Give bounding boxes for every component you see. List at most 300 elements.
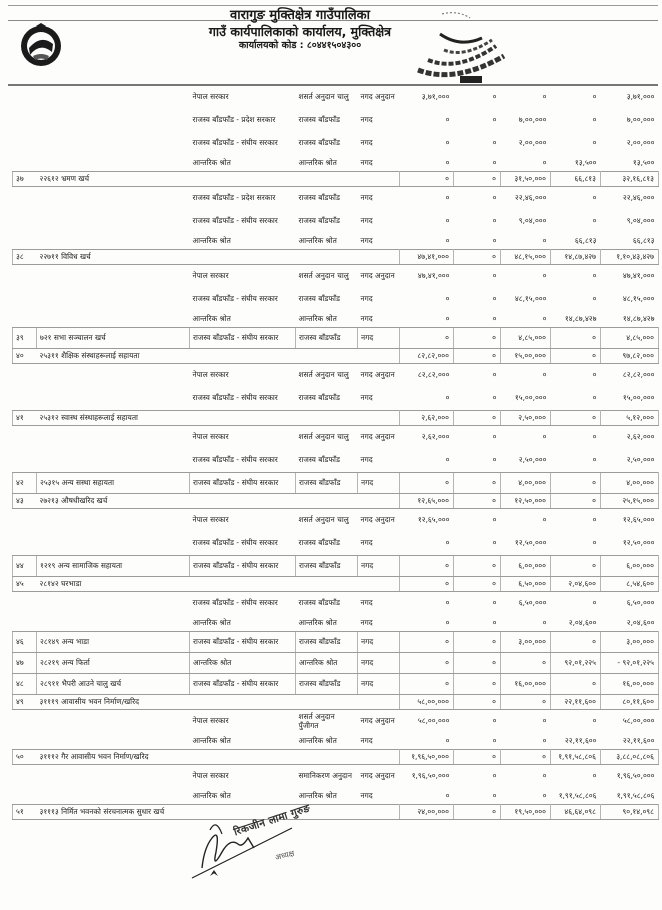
funding-source: नेपाल सरकार (192, 271, 229, 281)
empty-cell (37, 733, 190, 750)
budget-head-title: २५३११ शैक्षिक संस्थाहरूलाई सहायता (37, 349, 358, 364)
empty-cell (13, 132, 37, 155)
office-code: कार्यालयको कोड : ८०४४१५०४३०० (238, 40, 362, 51)
payment-mode: नगद (360, 598, 373, 608)
empty-cell (37, 311, 190, 328)
budget-head-title: २८१४२ घरभाडा (37, 577, 358, 592)
serial-number: ४२ (13, 473, 37, 494)
empty-cell (358, 250, 400, 265)
payment-mode: नगद (358, 674, 400, 695)
payment-mode: नगद अनुदान (360, 515, 395, 525)
amount-v1: ० (400, 172, 454, 187)
payment-mode: नगद अनुदान (360, 271, 395, 281)
funding-source-row (13, 426, 659, 450)
amount-v3: ० (501, 695, 551, 710)
empty-cell (13, 210, 37, 233)
payment-mode: नगद अनुदान (360, 432, 395, 442)
amount-v2: ० (492, 716, 497, 726)
budget-head-title: २२७११ विविध खर्च (37, 250, 358, 265)
funding-source: आन्तरिक श्रोत (192, 235, 231, 245)
amount-v3: ० (542, 370, 547, 380)
amount-v2: ० (454, 556, 501, 577)
amount-v3: १५,००,००० (514, 393, 547, 403)
serial-number: ३७ (13, 172, 37, 187)
budget-single-row (13, 632, 659, 653)
funding-source-row (13, 710, 659, 734)
empty-cell (13, 86, 37, 109)
amount-v4: ६६,८१३ (574, 235, 597, 245)
budget-head-row (13, 172, 659, 187)
budget-head-title: १२१९ अन्य सामाजिक सहायता (37, 556, 190, 577)
amount-v1: ० (445, 598, 450, 608)
funding-source: आन्तरिक श्रोत (192, 313, 231, 323)
amount-v2: ० (454, 805, 501, 820)
amount-v2: ० (454, 328, 501, 349)
grant-type: शसर्त अनुदान चालु (298, 92, 349, 102)
serial-number: ३९ (13, 328, 37, 349)
amount-v4: ० (551, 674, 601, 695)
budget-single-row (13, 653, 659, 674)
funding-source: राजस्व बाँडफाँड - संघीय सरकार (192, 538, 278, 548)
amount-v3: ३१,५०,००० (501, 172, 551, 187)
amount-v1: ४७,४१,००० (417, 271, 450, 281)
empty-cell (358, 577, 400, 592)
serial-number: ४९ (13, 695, 37, 710)
amount-v4: ० (592, 370, 597, 380)
budget-head-title: २८९११ भैपरी आउने चालु खर्च (37, 674, 190, 695)
grant-type: राजस्व बाँडफाँड (296, 473, 358, 494)
budget-head-title: ३१११३ निर्मित भवनको संरचनात्मक सुधार खर्च (37, 805, 358, 820)
amount-total: १५,००,००० (622, 393, 655, 403)
grant-type: राजस्व बाँडफाँड (298, 193, 340, 203)
amount-v1: ० (445, 157, 450, 167)
funding-source: नेपाल सरकार (192, 370, 229, 380)
payment-mode: नगद (360, 790, 373, 800)
empty-cell (37, 426, 190, 450)
funding-source-row (13, 765, 659, 789)
payment-mode: नगद (358, 556, 400, 577)
payment-mode: नगद (358, 632, 400, 653)
amount-v3: २,५०,००० (518, 455, 547, 465)
grant-type: शसर्त अनुदान चालु (298, 271, 349, 281)
empty-cell (37, 288, 190, 311)
amount-v2: ० (492, 313, 497, 323)
amount-v4: ० (592, 598, 597, 608)
payment-mode: नगद (360, 617, 373, 627)
amount-v4: ६६,८१३ (551, 172, 601, 187)
amount-total: १६,००,००० (601, 674, 659, 695)
amount-total: २५,१५,००० (601, 494, 659, 509)
amount-v3: ७,००,००० (518, 115, 547, 125)
amount-v1: २,६२,००० (421, 432, 450, 442)
budget-single-row (13, 328, 659, 349)
funding-source-row (13, 288, 659, 311)
amount-v3: ० (542, 235, 547, 245)
grant-type: राजस्व बाँडफाँड (298, 455, 340, 465)
amount-v1: २,६२,००० (400, 411, 454, 426)
amount-total: २,०४,६०० (626, 617, 655, 627)
budget-single-row (13, 556, 659, 577)
amount-v3: ४,००,००० (501, 473, 551, 494)
top-rule (8, 5, 658, 6)
amount-v2: ० (492, 393, 497, 403)
amount-v2: ० (492, 138, 497, 148)
amount-v2: ० (492, 216, 497, 226)
serial-number: ४७ (13, 653, 37, 674)
empty-cell (13, 788, 37, 805)
amount-v4: ० (592, 294, 597, 304)
amount-total: ८०,११,६०० (601, 695, 659, 710)
empty-cell (13, 155, 37, 172)
amount-v2: ० (492, 617, 497, 627)
budget-head-title: २८२१९ अन्य फिर्ता (37, 653, 190, 674)
amount-total: १,१०,४३,४२७ (601, 250, 659, 265)
budget-head-title: २५३१५ अन्य सस्था सहायता (37, 473, 190, 494)
empty-cell (37, 210, 190, 233)
amount-total: २,००,००० (626, 138, 655, 148)
funding-source-row (13, 311, 659, 328)
empty-cell (358, 349, 400, 364)
amount-total: ३,७१,००० (626, 92, 655, 102)
amount-v3: १२,५०,००० (501, 494, 551, 509)
amount-total: १,९६,५०,००० (616, 771, 655, 781)
empty-cell (37, 710, 190, 734)
grant-type: शसर्त अनुदान चालु (298, 370, 349, 380)
amount-v3: ० (501, 653, 551, 674)
empty-cell (37, 592, 190, 616)
grant-type: राजस्व बाँडफाँड (298, 294, 340, 304)
empty-cell (358, 805, 400, 820)
amount-v1: ५८,००,००० (400, 695, 454, 710)
serial-number: ४८ (13, 674, 37, 695)
amount-v2: ० (492, 115, 497, 125)
funding-source: राजस्व बाँडफाँड - प्रदेश सरकार (192, 115, 276, 125)
amount-v3: ० (542, 716, 547, 726)
amount-v4: ० (592, 515, 597, 525)
funding-source-row (13, 265, 659, 289)
empty-cell (37, 155, 190, 172)
funding-source-row (13, 86, 659, 109)
amount-v1: ० (445, 294, 450, 304)
amount-v4: १,९१,५८,८०६ (558, 790, 597, 800)
amount-v1: १२,६५,००० (417, 515, 450, 525)
empty-cell (37, 233, 190, 250)
amount-v2: ० (454, 411, 501, 426)
amount-v3: २,००,००० (518, 138, 547, 148)
amount-v1: ० (445, 790, 450, 800)
budget-head-title: ३१११९ आवासीय भवन निर्माण/खरिद (37, 695, 358, 710)
amount-total: ४,००,००० (601, 473, 659, 494)
empty-cell (37, 765, 190, 789)
empty-cell (13, 187, 37, 211)
funding-source-row (13, 109, 659, 132)
amount-v3: ० (542, 157, 547, 167)
amount-total: २२,११,६०० (622, 735, 655, 745)
amount-v1: ० (445, 313, 450, 323)
budget-head-title: २५३१२ स्वास्थ संस्थाहरूलाई सहायता (37, 411, 358, 426)
amount-total: १३,५०० (632, 157, 655, 167)
amount-v3: ० (542, 735, 547, 745)
funding-source: राजस्व बाँडफाँड - संघीय सरकार (190, 473, 296, 494)
amount-total: ३,००,००० (601, 632, 659, 653)
amount-v3: ४८,१५,००० (501, 250, 551, 265)
serial-number: ४४ (13, 556, 37, 577)
amount-total: ४,८५,००० (601, 328, 659, 349)
amount-total: २,६२,००० (626, 432, 655, 442)
amount-total: ३२,१६,८१३ (601, 172, 659, 187)
funding-source: आन्तरिक श्रोत (192, 157, 231, 167)
empty-cell (13, 449, 37, 473)
payment-mode: नगद (360, 115, 373, 125)
funding-source-row (13, 387, 659, 411)
signatory-title: अध्यक्ष (274, 848, 296, 863)
serial-number: ४३ (13, 494, 37, 509)
serial-number: ४६ (13, 632, 37, 653)
serial-number: ४० (13, 349, 37, 364)
funding-source-row (13, 509, 659, 533)
amount-v4: ० (592, 393, 597, 403)
empty-cell (37, 449, 190, 473)
budget-head-row (13, 750, 659, 765)
amount-v2: ० (492, 598, 497, 608)
amount-total: ६,००,००० (601, 556, 659, 577)
amount-total: २,५०,००० (626, 455, 655, 465)
amount-v4: ० (592, 771, 597, 781)
amount-v3: ० (542, 515, 547, 525)
funding-source: राजस्व बाँडफाँड - प्रदेश सरकार (192, 193, 276, 203)
amount-v1: २४,००,००० (400, 805, 454, 820)
empty-cell (13, 265, 37, 289)
amount-v2: ० (454, 494, 501, 509)
budget-head-row (13, 349, 659, 364)
amount-v1: १२,६५,००० (400, 494, 454, 509)
amount-v3: ६,००,००० (501, 556, 551, 577)
funding-source-row (13, 532, 659, 556)
empty-cell (13, 710, 37, 734)
funding-source: राजस्व बाँडफाँड - संघीय सरकार (192, 393, 278, 403)
amount-v4: ० (592, 193, 597, 203)
municipality-name: वारागुङ मुक्तिक्षेत्र गाउँपालिका (229, 8, 371, 23)
payment-mode: नगद अनुदान (360, 716, 395, 726)
funding-source-row (13, 592, 659, 616)
funding-source-row (13, 449, 659, 473)
funding-source-row (13, 132, 659, 155)
empty-cell (37, 86, 190, 109)
empty-cell (37, 265, 190, 289)
grant-type: राजस्व बाँडफाँड (296, 674, 358, 695)
empty-cell (13, 311, 37, 328)
empty-cell (13, 509, 37, 533)
funding-source: राजस्व बाँडफाँड - संघीय सरकार (192, 216, 278, 226)
amount-v3: १५,००,००० (501, 349, 551, 364)
amount-v3: ० (501, 750, 551, 765)
amount-v4: ० (592, 138, 597, 148)
payment-mode: नगद (360, 393, 373, 403)
empty-cell (37, 615, 190, 632)
funding-source: राजस्व बाँडफाँड - संघीय सरकार (192, 455, 278, 465)
payment-mode: नगद (360, 538, 373, 548)
amount-v1: ० (400, 577, 454, 592)
amount-v1: ० (445, 193, 450, 203)
amount-v3: ० (542, 313, 547, 323)
amount-v3: ० (542, 617, 547, 627)
empty-cell (37, 387, 190, 411)
budget-head-title: २२६१२ भ्रमण खर्च (37, 172, 358, 187)
funding-source-row (13, 364, 659, 388)
amount-v3: १९,५०,००० (501, 805, 551, 820)
amount-v4: ० (592, 432, 597, 442)
amount-v2: ० (492, 515, 497, 525)
amount-v2: ० (492, 455, 497, 465)
funding-source: राजस्व बाँडफाँड - संघीय सरकार (190, 328, 296, 349)
empty-cell (13, 592, 37, 616)
amount-total: ९,०४,००० (626, 216, 655, 226)
amount-v3: ४८,१५,००० (514, 294, 547, 304)
amount-v2: ० (492, 432, 497, 442)
amount-v3: ० (542, 771, 547, 781)
empty-cell (37, 187, 190, 211)
payment-mode: नगद (358, 473, 400, 494)
amount-total: ५८,००,००० (622, 716, 655, 726)
amount-v4: ० (551, 411, 601, 426)
amount-v2: ० (492, 294, 497, 304)
empty-cell (37, 509, 190, 533)
empty-cell (37, 788, 190, 805)
amount-v2: ० (492, 193, 497, 203)
amount-total: ८,५४,६०० (601, 577, 659, 592)
budget-single-row (13, 674, 659, 695)
nepal-emblem-icon (18, 22, 64, 68)
budget-head-row (13, 577, 659, 592)
grant-type: समानिकरण अनुदान (298, 771, 352, 781)
amount-total: ९७,८२,००० (601, 349, 659, 364)
amount-v2: ० (454, 473, 501, 494)
grant-type: राजस्व बाँडफाँड (296, 328, 358, 349)
grant-type: राजस्व बाँडफाँड (298, 216, 340, 226)
empty-cell (358, 411, 400, 426)
signatory-name: रिकजीन लामा गुरुङ (232, 802, 312, 839)
empty-cell (358, 172, 400, 187)
amount-v1: १,९६,५०,००० (400, 750, 454, 765)
amount-v2: ० (492, 735, 497, 745)
grant-type: राजस्व बाँडफाँड (296, 556, 358, 577)
grant-type: राजस्व बाँडफाँड (298, 115, 340, 125)
amount-v4: ० (592, 92, 597, 102)
amount-v2: ० (454, 250, 501, 265)
grant-type: शसर्त अनुदान पुँजीगत (298, 711, 335, 730)
funding-source: राजस्व बाँडफाँड - संघीय सरकार (192, 138, 278, 148)
amount-v2: ० (454, 695, 501, 710)
budget-head-title: २८१४९ अन्य भाडा (37, 632, 190, 653)
amount-v2: ० (492, 538, 497, 548)
empty-cell (13, 109, 37, 132)
payment-mode: नगद (360, 157, 373, 167)
funding-source-row (13, 233, 659, 250)
amount-total: ४७,४१,००० (622, 271, 655, 281)
amount-v2: ० (492, 271, 497, 281)
amount-v3: ६,५०,००० (518, 598, 547, 608)
payment-mode: नगद (358, 653, 400, 674)
amount-v3: १६,००,००० (501, 674, 551, 695)
amount-v2: ० (454, 349, 501, 364)
budget-head-title: २७२१३ औषधीखरिद खर्च (37, 494, 358, 509)
amount-v2: ० (454, 577, 501, 592)
amount-v1: ० (400, 674, 454, 695)
funding-source-row (13, 155, 659, 172)
budget-head-title: ७२१ सभा सञ्चालन खर्च (37, 328, 190, 349)
amount-v4: ० (592, 716, 597, 726)
amount-v3: ३,००,००० (501, 632, 551, 653)
funding-source-row (13, 210, 659, 233)
office-seal-stamp (400, 8, 510, 90)
amount-v4: ० (592, 538, 597, 548)
amount-v4: २२,११,६०० (551, 695, 601, 710)
budget-head-row (13, 695, 659, 710)
amount-v4: ० (551, 473, 601, 494)
amount-v3: ४,८५,००० (501, 328, 551, 349)
serial-number: ३८ (13, 250, 37, 265)
amount-total: ६६,८१३ (632, 235, 655, 245)
empty-cell (37, 532, 190, 556)
empty-cell (358, 750, 400, 765)
amount-total: ६,५०,००० (626, 598, 655, 608)
amount-total: ५,१२,००० (601, 411, 659, 426)
amount-v1: ४७,४१,००० (400, 250, 454, 265)
grant-type: आन्तरिक श्रोत (298, 617, 337, 627)
grant-type: राजस्व बाँडफाँड (298, 598, 340, 608)
funding-source: नेपाल सरकार (192, 515, 229, 525)
amount-v1: ० (445, 115, 450, 125)
amount-v2: ० (492, 235, 497, 245)
amount-v2: ० (454, 674, 501, 695)
empty-cell (13, 615, 37, 632)
amount-v1: ० (445, 235, 450, 245)
empty-cell (37, 109, 190, 132)
grant-type: राजस्व बाँडफाँड (298, 538, 340, 548)
budget-single-row (13, 473, 659, 494)
amount-v1: ० (445, 138, 450, 148)
amount-v3: १२,५०,००० (514, 538, 547, 548)
funding-source-row (13, 615, 659, 632)
amount-v1: ० (445, 393, 450, 403)
amount-v4: ० (592, 115, 597, 125)
payment-mode: नगद (360, 216, 373, 226)
amount-v2: ० (492, 92, 497, 102)
amount-v3: २,५०,००० (501, 411, 551, 426)
amount-total: ८२,८२,००० (622, 370, 655, 380)
amount-v3: ० (542, 271, 547, 281)
amount-v4: २२,११,६०० (564, 735, 597, 745)
amount-v4: १३,५०० (574, 157, 597, 167)
amount-total: ४८,१५,००० (622, 294, 655, 304)
amount-v4: ० (592, 455, 597, 465)
amount-total: १,९१,५८,८०६ (616, 790, 655, 800)
amount-v4: १,९१,५८,८०६ (551, 750, 601, 765)
funding-source: आन्तरिक श्रोत (190, 653, 296, 674)
amount-v4: ० (592, 216, 597, 226)
funding-source: नेपाल सरकार (192, 771, 229, 781)
empty-cell (13, 233, 37, 250)
empty-cell (13, 387, 37, 411)
office-name: गाउँ कार्यपालिकाको कार्यालय, मुक्तिक्षेत्र (208, 24, 392, 39)
empty-cell (13, 733, 37, 750)
amount-total: ९०,१४,०९८ (601, 805, 659, 820)
amount-v2: ० (454, 653, 501, 674)
amount-v4: ४६,६४,०९८ (551, 805, 601, 820)
grant-type: आन्तरिक श्रोत (298, 313, 337, 323)
amount-v2: ० (454, 750, 501, 765)
grant-type: आन्तरिक श्रोत (298, 157, 337, 167)
